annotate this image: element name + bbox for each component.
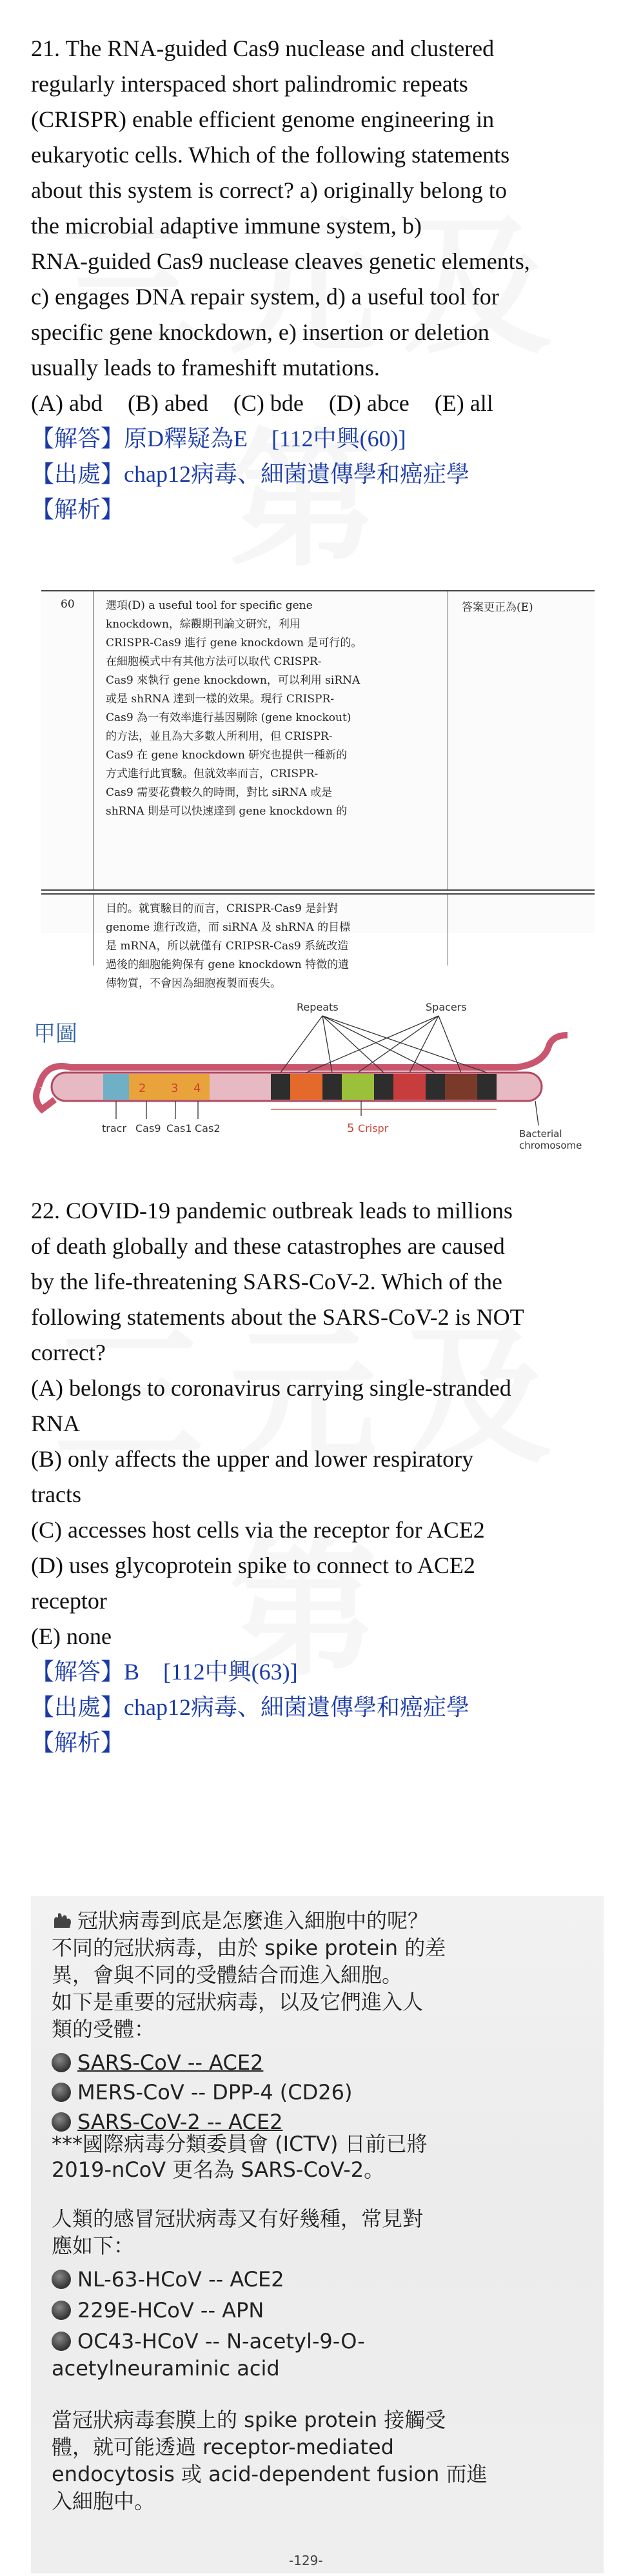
question-22 [31,1193,605,1761]
repeat-block [426,1074,445,1100]
table-row [41,590,595,891]
option-line: (C) accesses host cells via the receptor for ACE2 [31,1517,485,1543]
source-line: 【出處】chap12病毒、細菌遺傳學和癌症學 [31,461,469,487]
crispr-diagram [26,996,606,1164]
option-b: (B) abed [127,390,208,416]
options-row [31,386,605,421]
spacer-block [342,1074,374,1100]
bullet-icon [52,2301,71,2320]
virus-hand-icon [52,1911,74,1930]
receptor-item: SARS-CoV-2 -- ACE2 [52,2109,282,2135]
cold-virus-item: OC43-HCoV -- N-acetyl-9-O- [52,2328,365,2354]
photo-line: 如下是重要的冠狀病毒，以及它們進入人 [52,1990,424,2014]
bullet-icon [52,2332,71,2351]
photo-line: 不同的冠狀病毒，由於 spike protein 的差 [52,1936,446,1960]
gene-label: Cas1 [166,1122,192,1134]
question-line: 22. COVID-19 pandemic outbreak leads to millions [31,1198,513,1224]
cas9-block [129,1074,164,1100]
page-number: -129- [289,2553,323,2568]
photo-line: 人類的感冒冠狀病毒又有好幾種，常見對 [52,2206,424,2231]
repeat-block [271,1074,290,1100]
photo-line: 當冠狀病毒套膜上的 spike protein 接觸受 [52,2408,446,2432]
photo-line: 體，就可能透過 receptor-mediated [52,2435,394,2459]
spacers-label: Spacers [426,1001,467,1013]
option-line: RNA [31,1411,81,1436]
question-line: c) engages DNA repair system, d) a useful tool for [31,284,499,310]
photo-line: 應如下： [52,2234,135,2258]
option-line: (B) only affects the upper and lower respiratory [31,1446,474,1472]
option-line: (D) uses glycoprotein spike to connect to ACE2 [31,1552,475,1578]
question-line: regularly interspaced short palindromic repeats [31,71,468,97]
question-line: correct? [31,1340,106,1365]
cold-virus-item: 229E-HCoV -- APN [52,2297,264,2323]
question-line: 21. The RNA-guided Cas9 nuclease and clustered [31,35,495,61]
question-line: usually leads to frameshift mutations. [31,355,380,381]
bullet-icon [52,2053,71,2072]
table-cell [41,895,94,966]
textbook-photo [31,1896,604,2573]
photo-line: endocytosis 或 acid-dependent fusion 而進 [52,2462,488,2486]
spacer-block [445,1074,477,1100]
option-line: tracts [31,1481,81,1507]
bacterial-label: Bacterial [519,1128,562,1140]
question-line: specific gene knockdown, e) insertion or deletion [31,319,489,345]
bullet-icon [52,2270,71,2289]
answer-line [31,1654,605,1690]
photo-line: acetylneuraminic acid [52,2356,280,2381]
option-d: (D) abce [328,390,410,416]
question-line: about this system is correct? a) originally belong to [31,177,507,203]
option-line: (A) belongs to coronavirus carrying single-stranded [31,1375,511,1401]
answer-text: 【解答】原D釋疑為E [31,426,248,451]
photo-line: 冠狀病毒到底是怎麼進入細胞中的呢？ [52,1908,428,1934]
option-c: (C) bde [233,390,304,416]
analysis-line: 【解析】 [31,1730,124,1756]
photo-line: 異，會與不同的受體結合而進入細胞。 [52,1963,403,1987]
crispr-label: Crispr [358,1122,389,1134]
gene-label: tracr [102,1122,127,1134]
repeat-block [374,1074,393,1100]
chromosome-label: chromosome [519,1140,582,1151]
cold-virus-item: NL-63-HCoV -- ACE2 [52,2266,284,2292]
photo-line: 入細胞中。 [52,2489,155,2513]
gene-number: 3 [171,1082,179,1095]
repeat-block [477,1074,497,1100]
table-body: 選項(D) a useful tool for specific gene knockdown，綜觀期刊論文研究，利用 CRISPR-Cas9 進行 gene knockdown 是可行的。 在細胞模式中有其他方法可以取代 CRISPR- Cas9 來執行 gene knockdown，可以利用 siRNA 或是 shRNA 達到一樣的效果。現行 CRISPR- Cas9 為一有效率進行基因剔除 (gene knockout) 的方法，並且為大多數人所利用，但 CRISPR- Cas9 在 gene knockdown 研究也提供一種新的 方式進行此實驗。但就效率而言，CRISPR- Cas9 需要花費較久的時間，對比 siRNA 或是 shRNA 則是可以快速達到 gene knockdown 的 [106,599,362,818]
table-cell [41,591,94,889]
question-line: eukaryotic cells. Which of the following statements [31,142,510,168]
photo-line: 類的受體： [52,2017,155,2041]
gene-label: Cas9 [135,1122,161,1134]
analysis-line: 【解析】 [31,497,124,522]
gene-number: 4 [193,1082,201,1095]
photo-line: ***國際病毒分類委員會 (ICTV) 日前已將 [52,2132,428,2156]
errata-table [41,590,595,990]
table-number: 60 [61,598,75,611]
table-verdict: 答案更正為(E) [462,601,533,614]
source-line: 【出處】chap12病毒、細菌遺傳學和癌症學 [31,1694,469,1720]
option-line: (E) none [31,1623,112,1649]
receptor-item: MERS-CoV -- DPP-4 (CD26) [52,2079,352,2105]
gene-number: 2 [139,1082,146,1095]
bullet-icon [52,2083,71,2102]
tracr-block [103,1074,129,1100]
option-e: (E) all [434,390,493,416]
spacer-block [393,1074,426,1100]
answer-line [31,421,605,457]
question-line: following statements about the SARS-CoV-2 is NOT [31,1304,524,1330]
figure-label: 甲圖 [34,1021,77,1047]
spacer-block [290,1074,322,1100]
crispr-number: 5 [347,1122,355,1135]
question-line: the microbial adaptive immune system, b) [31,213,422,239]
receptor-item: SARS-CoV -- ACE2 [52,2050,263,2076]
option-a: (A) abd [31,390,103,416]
question-21 [31,31,605,528]
repeat-block [322,1074,342,1100]
photo-line: 2019-nCoV 更名為 SARS-CoV-2。 [52,2157,385,2182]
table-body-continued: 目的。就實驗目的而言，CRISPR-Cas9 是針對 genome 進行改造，而 siRNA 及 shRNA 的目標 是 mRNA，所以就僅有 CRIPSR-Cas9 系統改造 過後的細胞能夠保有 gene knockdown 特徵的遺 傳物質，不會因為細胞複製而喪失。 [106,902,351,990]
table-row [41,893,595,990]
answer-source: [112中興(63)] [163,1659,298,1685]
answer-text: 【解答】B [31,1659,140,1685]
question-line: of death globally and these catastrophes are caused [31,1233,505,1259]
answer-source: [112中興(60)] [272,426,406,451]
gene-label: Cas2 [195,1122,221,1134]
question-line: (CRISPR) enable efficient genome engineering in [31,106,495,132]
question-line: RNA-guided Cas9 nuclease cleaves genetic elements, [31,248,530,274]
question-line: by the life-threatening SARS-CoV-2. Which of the [31,1269,502,1294]
bullet-icon [52,2112,71,2132]
repeats-label: Repeats [297,1001,339,1013]
option-line: receptor [31,1588,107,1614]
